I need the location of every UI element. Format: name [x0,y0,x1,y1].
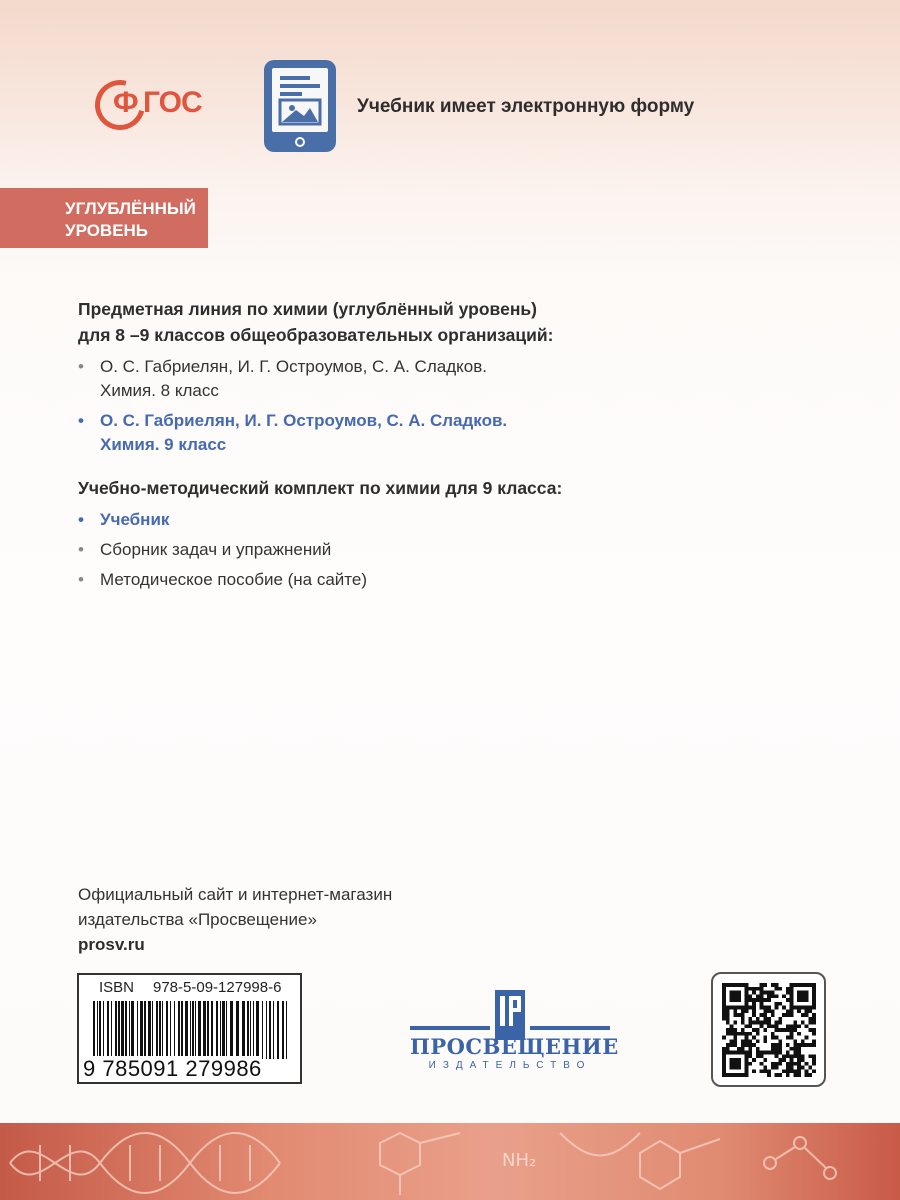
qr-code[interactable] [711,972,826,1087]
isbn-label: ISBN [99,979,135,996]
qr-code-icon [722,983,816,1077]
site-url-link[interactable]: prosv.ru [78,935,145,954]
bottom-decorative-band [0,1123,900,1200]
main-content [78,296,858,598]
publisher-logo-line-left [410,1026,490,1030]
site-line2: издательства «Просвещение» [78,910,317,929]
isbn-number: 978-5-09-127998-6 [153,979,282,996]
barcode-digits: 9 785091 279986 [83,1056,262,1081]
publisher-mark-icon [495,990,525,1040]
publisher-logo-line-right [530,1026,610,1030]
fgos-text: ГОС [143,86,202,119]
tablet-home-button [295,137,305,147]
tablet-screen [272,68,328,132]
list-item-line1: • О. С. Габриелян, И. Г. Остроумов, С. А. Сладков. [100,411,508,430]
list-item-line1: • О. С. Габриелян, И. Г. Остроумов, С. А. Сладков. [100,357,487,376]
level-badge-line2: УРОВЕНЬ [65,221,149,240]
site-line1: Официальный сайт и интернет-магазин [78,885,393,904]
fgos-logo [95,78,205,138]
list-item [78,355,858,403]
site-info [78,882,392,957]
level-badge [0,188,208,248]
subject-line-heading [78,296,858,348]
tablet-icon [264,60,336,152]
list-item: • Методическое пособие (на сайте) [78,568,858,592]
kit-heading: Учебно-методический комплект по химии для 9 класса: [78,478,563,498]
list-item: • Сборник задач и упражнений [78,538,858,562]
nh2-formula: NH₂ [502,1150,537,1171]
document-image-icon [272,68,328,132]
list-item-line2: Химия. 8 класс [100,381,219,400]
subject-line-list [78,355,858,457]
kit-list [78,508,858,592]
list-item-line2: Химия. 9 класс [100,435,227,454]
publisher-logo [410,990,619,1080]
electronic-form-label: Учебник имеет электронную форму [357,96,695,117]
publisher-name: ПРОСВЕЩЕНИЕ [410,1034,619,1059]
subject-line-heading-2: для 8 –9 классов общеобразовательных организаций: [78,325,554,345]
subject-line-heading-1: Предметная линия по химии (углублённый уровень) [78,299,537,319]
barcode-bars-icon [93,1001,288,1059]
fgos-letter: Ф [113,86,139,119]
barcode [77,973,302,1084]
level-badge-line1: УГЛУБЛЁННЫЙ [65,199,196,218]
publisher-subtitle: ИЗДАТЕЛЬСТВО [428,1060,592,1071]
list-item-highlighted: • Учебник [78,508,858,532]
list-item-highlighted [78,409,858,457]
chemistry-pattern-icon [0,1123,900,1200]
